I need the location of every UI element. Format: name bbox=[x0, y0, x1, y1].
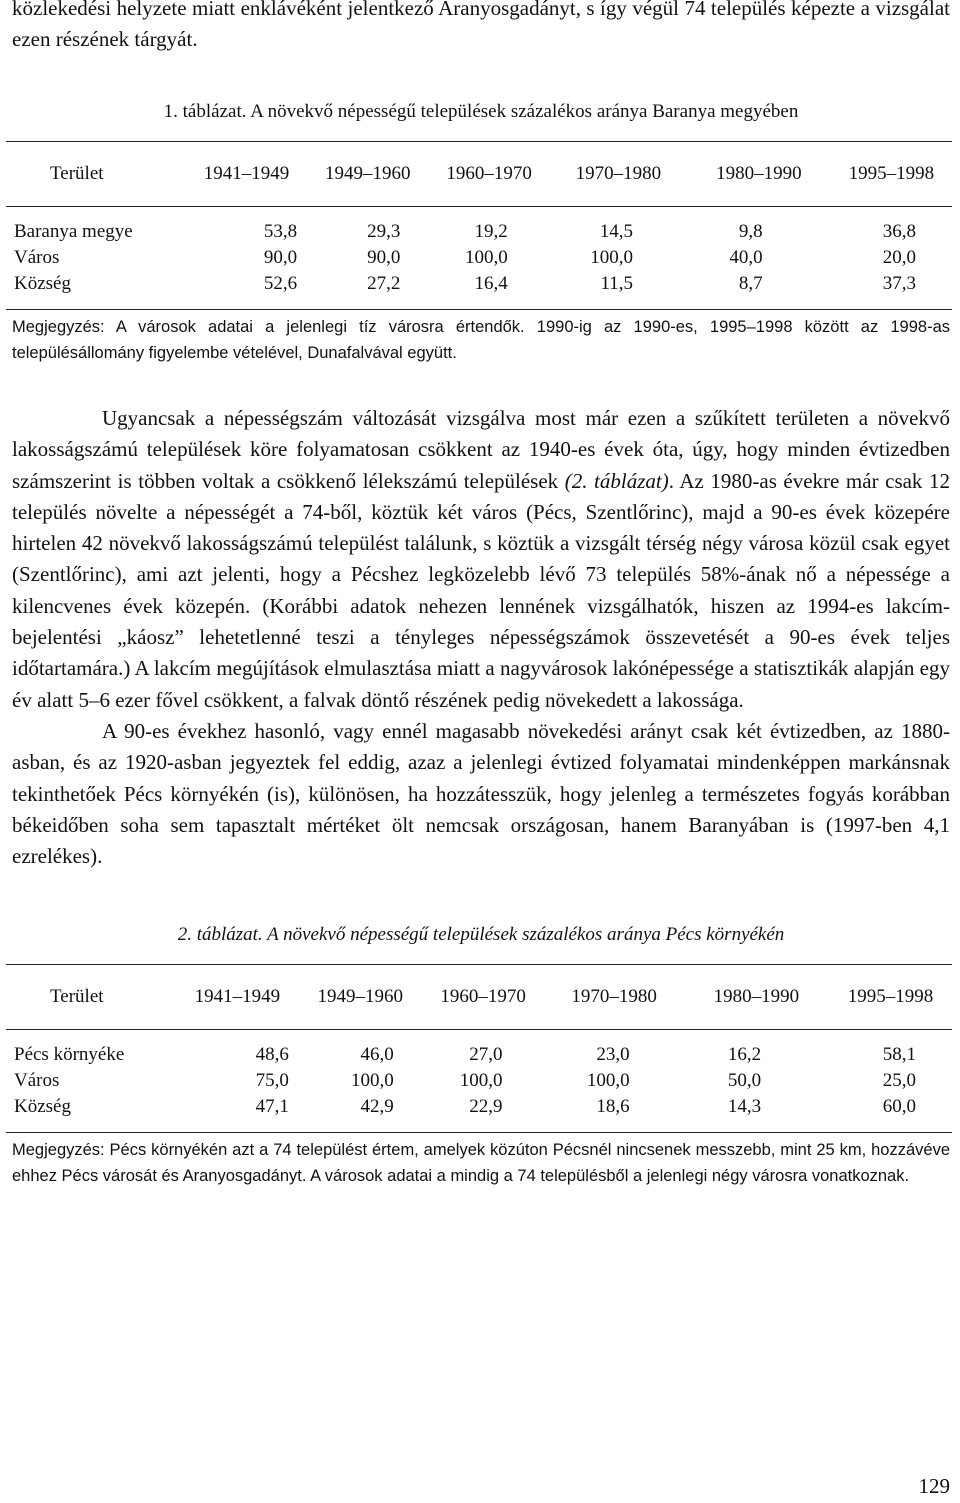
table-cell: 46,0 bbox=[360, 1044, 394, 1066]
row-label: Község bbox=[6, 1094, 176, 1133]
table-cell: 48,6 bbox=[255, 1044, 289, 1066]
table-cell: 36,8 bbox=[882, 221, 916, 242]
table2-header-cell: 1995–1998 bbox=[829, 965, 952, 1030]
row-label: Község bbox=[6, 271, 186, 310]
table1-header-cell: 1949–1960 bbox=[307, 142, 428, 207]
table-cell: 75,0 bbox=[255, 1070, 289, 1092]
body-paragraph-1 bbox=[12, 403, 950, 716]
row-label: Baranya megye bbox=[14, 221, 133, 242]
table-cell: 9,8 bbox=[738, 221, 763, 242]
table2-caption-label: 2. táblázat. bbox=[177, 924, 263, 946]
table-cell: 53,8 bbox=[263, 221, 298, 242]
table-cell: 22,9 bbox=[422, 1094, 545, 1133]
table1 bbox=[6, 141, 952, 310]
table2-header-cell: 1970–1980 bbox=[545, 965, 684, 1030]
table-cell: 23,0 bbox=[596, 1044, 630, 1066]
table2 bbox=[6, 964, 952, 1133]
table1-header-cell: 1970–1980 bbox=[550, 142, 687, 207]
row-label: Város bbox=[14, 247, 60, 268]
intro-paragraph: közlekedési helyzete miatt enklávéként jelentkező Aranyosgadányt, s így végül 74 település képezte a vizsgálat ezen részének tárgyát. bbox=[12, 0, 950, 51]
table-cell: 47,1 bbox=[176, 1094, 299, 1133]
table-cell: 16,4 bbox=[428, 271, 549, 310]
table2-note: Megjegyzés: Pécs környékén azt a 74 települést értem, amelyek közúton Pécsnél nincsenek messzebb, mint 25 km, hozzávéve ehhez Pécs városát és Aranyosgadányt. A városok adatai a mindig a 74 településből a jelenlegi négy városra vonatkoznak. bbox=[12, 1141, 950, 1186]
table1-header-cell: 1960–1970 bbox=[428, 142, 549, 207]
table-cell: 90,0 bbox=[263, 247, 298, 268]
table-cell: 100,0 bbox=[459, 1070, 503, 1092]
table-row bbox=[6, 207, 952, 246]
table2-caption bbox=[12, 922, 950, 948]
table-cell: 25,0 bbox=[882, 1070, 916, 1092]
table1-header-cell: 1941–1949 bbox=[186, 142, 307, 207]
table2-header-row bbox=[6, 965, 952, 1030]
table2-caption-text: A növekvő népességű települések százalékos aránya Pécs környékén bbox=[267, 924, 785, 946]
body-paragraph-2: A 90-es évekhez hasonló, vagy ennél magasabb növekedési arányt csak két évtizedben, az 1880-asban, és az 1920-asban jegyeztek fel eddig, azaz a jelenlegi évtized folyamatai mindenképpen markánsnak tekinthetőek Pécs környékén (is), különösen, ha hozzátesszük, hogy jelenleg a természetes fogyás korábban békeidőben soha sem tapasztalt mértéket ölt nemcsak országosan, hanem Baranyában is (1997-ben 4,1 ezrelékes). bbox=[12, 718, 950, 869]
table-cell: 27,0 bbox=[469, 1044, 503, 1066]
table1-header-cell: Terület bbox=[6, 142, 186, 207]
table-cell: 52,6 bbox=[186, 271, 307, 310]
body-paragraph-1-text-a: Ugyancsak a népességszám változását vizsgálva most már ezen a szűkített területen a növekvő lakosságszámú települések köre folyamatosan csökkent az 1940-es évek óta, úgy, hogy minden évtizedben számszerint is többen voltak a csökkenő lélekszámú települések bbox=[12, 406, 950, 493]
table-row bbox=[6, 1068, 952, 1094]
body-paragraph-1-text-b: . Az 1980-as évekre már csak 12 település növelte a népességét a 74-ből, köztük két város (Pécs, Szentlőrinc), majd a 90-es évek közepére hirtelen 42 növekvő lakosságszámú települést találunk, s köztük a vizsgált térség négy városa közül csak egyet (Szentlőrinc), ami azt jelenti, hogy a Pécshez legközelebb lévő 73 település 58%-ának nő a népessége a kilencvenes évek közepén. (Korábbi adatok nehezen lennének vizsgálhatók, hiszen az 1994-es lakcím-bejelentési „káosz” lehetetlenné teszi a tényleges népességszámok összevetését a 90-es évek teljes időtartamára.) A lakcím megújítások elmulasztása miatt a nagyvárosok lakónépessége a statisztikák alapján egy év alatt 5–6 ezer fővel csökkent, a falvak döntő részének pedig növekedett a lakossága. bbox=[12, 468, 950, 712]
table-cell: 58,1 bbox=[882, 1044, 916, 1066]
table-cell: 42,9 bbox=[299, 1094, 422, 1133]
table-reference: (2. táblázat) bbox=[564, 468, 669, 493]
table1-header-cell: 1980–1990 bbox=[687, 142, 831, 207]
table-row bbox=[6, 1094, 952, 1133]
table-row bbox=[6, 1030, 952, 1069]
table-row bbox=[6, 245, 952, 271]
table2-header-cell: 1941–1949 bbox=[176, 965, 299, 1030]
table-cell: 50,0 bbox=[727, 1070, 762, 1092]
table-cell: 90,0 bbox=[367, 247, 401, 268]
table2-header-cell: 1949–1960 bbox=[299, 965, 422, 1030]
table-cell: 29,3 bbox=[367, 221, 401, 242]
table-cell: 100,0 bbox=[590, 247, 633, 268]
table-cell: 27,2 bbox=[307, 271, 428, 310]
table1-caption-label: 1. táblázat. bbox=[163, 101, 247, 122]
row-label: Pécs környéke bbox=[14, 1044, 125, 1066]
row-label: Város bbox=[14, 1070, 60, 1092]
table-cell: 14,3 bbox=[684, 1094, 830, 1133]
table-cell: 16,2 bbox=[727, 1044, 762, 1066]
table-cell: 100,0 bbox=[586, 1070, 630, 1092]
table-cell: 100,0 bbox=[464, 247, 508, 268]
table-cell: 8,7 bbox=[687, 271, 831, 310]
table1-caption-text: A növekvő népességű települések százalékos aránya Baranya megyében bbox=[250, 101, 799, 122]
page-number: 129 bbox=[918, 1474, 950, 1498]
table2-header-cell: Terület bbox=[6, 965, 176, 1030]
table-cell: 100,0 bbox=[350, 1070, 394, 1092]
table-cell: 60,0 bbox=[829, 1094, 952, 1133]
table-cell: 20,0 bbox=[882, 247, 916, 268]
table-cell: 19,2 bbox=[474, 221, 508, 242]
table2-header-cell: 1960–1970 bbox=[422, 965, 545, 1030]
table-cell: 37,3 bbox=[831, 271, 952, 310]
table1-header-cell: 1995–1998 bbox=[831, 142, 952, 207]
document-page bbox=[12, 0, 950, 1189]
table-cell: 18,6 bbox=[545, 1094, 684, 1133]
table1-caption bbox=[12, 99, 950, 125]
table1-note: Megjegyzés: A városok adatai a jelenlegi tíz városra értendők. 1990-ig az 1990-es, 1995–1998 között az 1998-as településállomány figyelembe vételével, Dunafalvával együtt. bbox=[12, 318, 950, 362]
table-cell: 11,5 bbox=[550, 271, 687, 310]
table-cell: 40,0 bbox=[729, 247, 763, 268]
table-row bbox=[6, 271, 952, 310]
table-cell: 14,5 bbox=[599, 221, 633, 242]
table1-header-row bbox=[6, 142, 952, 207]
table2-header-cell: 1980–1990 bbox=[684, 965, 830, 1030]
